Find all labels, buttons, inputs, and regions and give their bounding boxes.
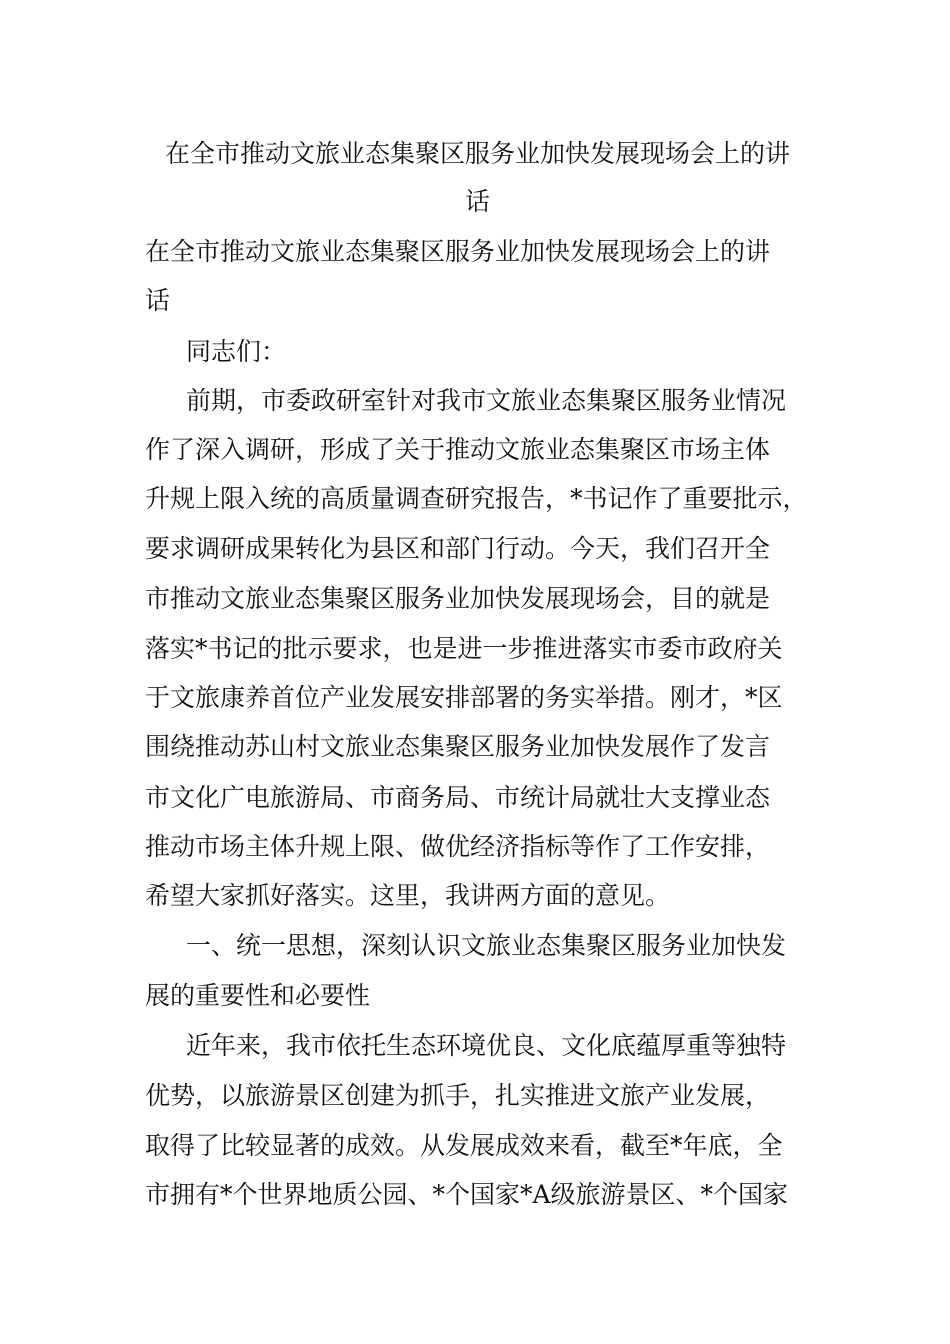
paragraph-1-line: 落实*书记的批示要求，也是进一步推进落实市委市政府关 (145, 634, 783, 663)
paragraph-1-line: 市文化广电旅游局、市商务局、市统计局就壮大支撑业态 (145, 783, 771, 812)
paragraph-2-line: 市拥有*个世界地质公园、*个国家*A级旅游景区、*个国家 (145, 1180, 789, 1209)
document-title-line-2: 话 (464, 187, 490, 216)
paragraph-2-line: 优势，以旅游景区创建为抓手，扎实推进文旅产业发展， (145, 1081, 771, 1110)
salutation: 同志们： (186, 337, 287, 366)
section-1-heading-line: 展的重要性和必要性 (145, 981, 371, 1010)
heading-line-2: 话 (145, 286, 171, 315)
paragraph-2-line: 近年来，我市依托生态环境优良、文化底蕴厚重等独特 (186, 1031, 787, 1060)
paragraph-1-line: 围绕推动苏山村文旅业态集聚区服务业加快发展作了发言 (145, 732, 771, 761)
paragraph-1-line: 市推动文旅业态集聚区服务业加快发展现场会，目的就是 (145, 584, 771, 613)
paragraph-1-line: 作了深入调研，形成了关于推动文旅业态集聚区市场主体 (145, 435, 771, 464)
section-1-heading-line: 一、统一思想，深刻认识文旅业态集聚区服务业加快发 (186, 931, 787, 960)
paragraph-1-line: 升规上限入统的高质量调查研究报告，*书记作了重要批示， (145, 484, 808, 513)
paragraph-1-line: 要求调研成果转化为县区和部门行动。今天，我们召开全 (145, 534, 771, 563)
document-title-line-1: 在全市推动文旅业态集聚区服务业加快发展现场会上的讲 (164, 139, 790, 168)
paragraph-1-line: 于文旅康养首位产业发展安排部署的务实举措。刚才，*区 (145, 683, 783, 712)
heading-line-1: 在全市推动文旅业态集聚区服务业加快发展现场会上的讲 (145, 237, 771, 266)
paragraph-1-line: 推动市场主体升规上限、做优经济指标等作了工作安排， (145, 832, 771, 861)
paragraph-1-line: 前期，市委政研室针对我市文旅业态集聚区服务业情况 (186, 386, 787, 415)
paragraph-1-line: 希望大家抓好落实。这里，我讲两方面的意见。 (145, 881, 671, 910)
paragraph-2-line: 取得了比较显著的成效。从发展成效来看，截至*年底，全 (145, 1131, 783, 1160)
